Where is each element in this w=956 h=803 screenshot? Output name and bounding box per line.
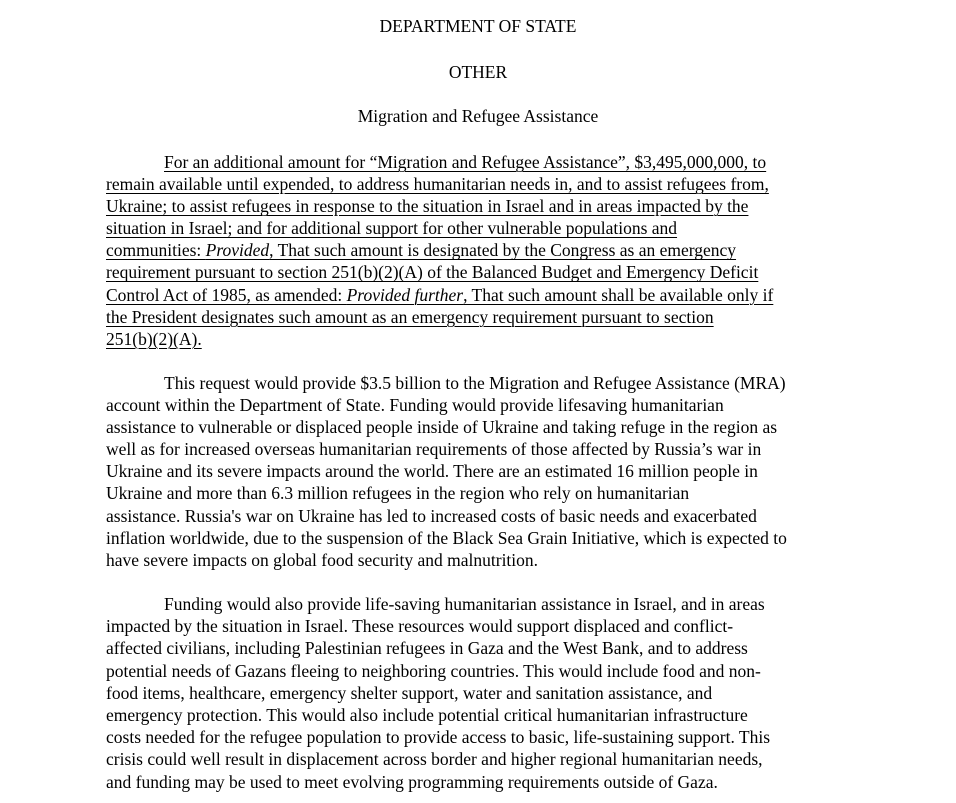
account-heading: Migration and Refugee Assistance (357, 106, 599, 126)
legislative-text-line (106, 173, 866, 195)
text-run: , That such amount shall be available only if (463, 284, 774, 305)
text-run: situation in Israel; and for additional support for other vulnerable populations and (106, 218, 678, 239)
paragraph-line: have severe impacts on global food security and malnutrition. (106, 549, 539, 570)
paragraph-line: food items, healthcare, emergency shelter support, water and sanitation assistance, and (106, 682, 713, 703)
legislative-text-line (106, 195, 866, 217)
text-run: Control Act of 1985, as amended: (106, 284, 347, 305)
paragraph-line: well as for increased overseas humanitarian requirements of those affected by Russia’s war in (106, 439, 762, 460)
legislative-text-line (106, 151, 866, 173)
legislative-text-line (106, 217, 866, 239)
paragraph-line: emergency protection. This would also include potential critical humanitarian infrastructure (106, 704, 748, 725)
text-run: communities: (106, 240, 206, 261)
legislative-text-line (106, 239, 866, 261)
text-run: 251(b)(2)(A). (106, 328, 202, 349)
paragraph-line: assistance. Russia's war on Ukraine has led to increased costs of basic needs and exacerbated (106, 505, 757, 526)
paragraph-line: and funding may be used to meet evolving programming requirements outside of Gaza. (106, 771, 718, 792)
legislative-text-line (106, 328, 866, 350)
paragraph-line: inflation worldwide, due to the suspension of the Black Sea Grain Initiative, which is expected to (106, 527, 787, 548)
paragraph-line: Ukraine and its severe impacts around the world. There are an estimated 16 million people in (106, 461, 758, 482)
paragraph-line: costs needed for the refugee population to provide access to basic, life-sustaining support. This (106, 727, 771, 748)
paragraph-line: crisis could well result in displacement across border and higher regional humanitarian needs, (106, 749, 763, 770)
paragraph-line: potential needs of Gazans fleeing to neighboring countries. This would include food and non- (106, 660, 761, 681)
paragraph-line: affected civilians, including Palestinian refugees in Gaza and the West Bank, and to address (106, 638, 748, 659)
text-run: the President designates such amount as an emergency requirement pursuant to section (106, 306, 714, 327)
paragraph-line: impacted by the situation in Israel. These resources would support displaced and conflict- (106, 616, 734, 637)
section-heading: OTHER (448, 62, 508, 82)
paragraph-line: assistance to vulnerable or displaced people inside of Ukraine and taking refuge in the region as (106, 417, 778, 438)
justification-paragraph (106, 372, 866, 571)
paragraph-line: account within the Department of State. Funding would provide lifesaving humanitarian (106, 395, 724, 416)
text-run: , That such amount is designated by the Congress as an emergency (269, 240, 737, 261)
legislative-text-line (106, 284, 866, 306)
agency-heading: DEPARTMENT OF STATE (379, 16, 577, 36)
legislative-text-line (106, 261, 866, 283)
text-run: Ukraine; to assist refugees in response to the situation in Israel and in areas impacted by the (106, 196, 749, 217)
legislative-text-paragraph (106, 151, 866, 350)
text-run: requirement pursuant to section 251(b)(2)(A) of the Balanced Budget and Emergency Deficit (106, 262, 759, 283)
text-run: remain available until expended, to address humanitarian needs in, and to assist refugees from, (106, 174, 769, 195)
legislative-text-line (106, 306, 866, 328)
paragraph-line: This request would provide $3.5 billion to the Migration and Refugee Assistance (MRA) (164, 373, 786, 393)
text-run: For an additional amount for “Migration and Refugee Assistance”, $3,495,000,000, to (164, 152, 767, 172)
justification-paragraph (106, 593, 866, 793)
paragraph-line: Funding would also provide life-saving humanitarian assistance in Israel, and in areas (164, 594, 765, 614)
italic-proviso-text: Provided (205, 240, 270, 261)
paragraph-line: Ukraine and more than 6.3 million refugees in the region who rely on humanitarian (106, 483, 690, 504)
italic-proviso-text: Provided further (346, 284, 464, 305)
